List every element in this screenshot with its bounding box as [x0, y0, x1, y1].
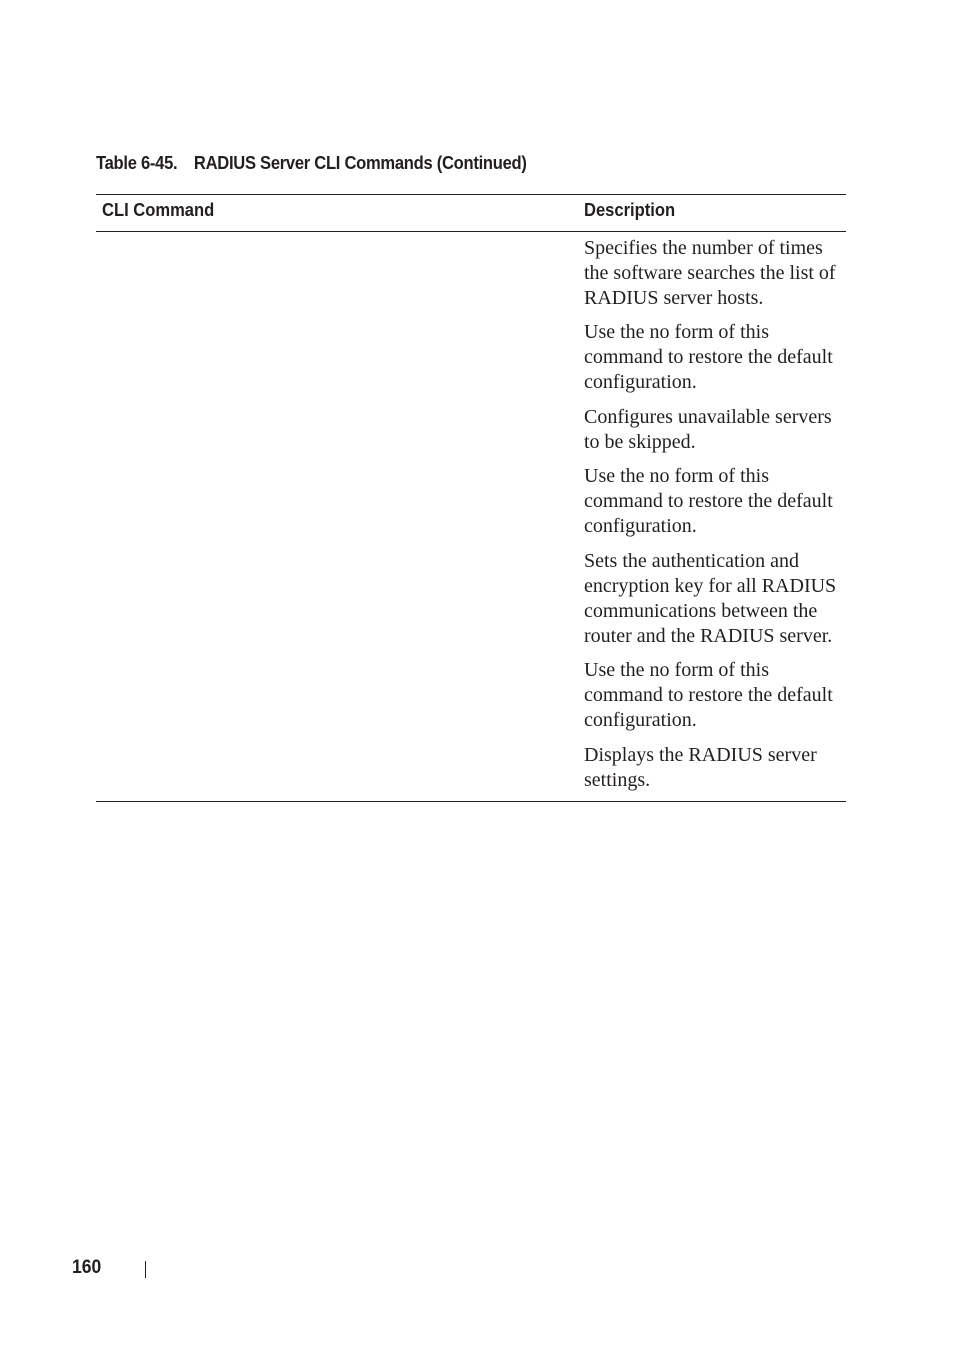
- description-text: Use the no form of this command to restore the default configuration.: [584, 321, 833, 393]
- table-row: [584, 743, 846, 793]
- table-caption: [96, 153, 527, 174]
- description-text: Specifies the number of times the software searches the list of RADIUS server hosts.: [584, 237, 836, 309]
- footer-divider: [145, 1261, 146, 1278]
- table-row: [584, 549, 846, 733]
- table-title: RADIUS Server CLI Commands (Continued): [193, 153, 527, 173]
- table-header-row: [96, 195, 846, 232]
- description-text: Configures unavailable servers to be skipped.: [584, 406, 832, 453]
- description-text: Displays the RADIUS server settings.: [584, 744, 817, 791]
- column-header-description: Description: [584, 200, 676, 220]
- column-header-cli-command: CLI Command: [102, 200, 215, 220]
- table-row: [584, 236, 846, 395]
- description-text: Sets the authentication and encryption key for all RADIUS communications between the router and the RADIUS server.: [584, 550, 837, 647]
- table-body: [96, 232, 846, 801]
- table-row: [584, 405, 846, 539]
- radius-commands-table: [96, 194, 846, 802]
- table-number: Table 6-45.: [96, 153, 178, 173]
- description-text: Use the no form of this command to restore the default configuration.: [584, 659, 833, 731]
- description-text: Use the no form of this command to restore the default configuration.: [584, 465, 833, 537]
- page-number: 160: [72, 1257, 102, 1278]
